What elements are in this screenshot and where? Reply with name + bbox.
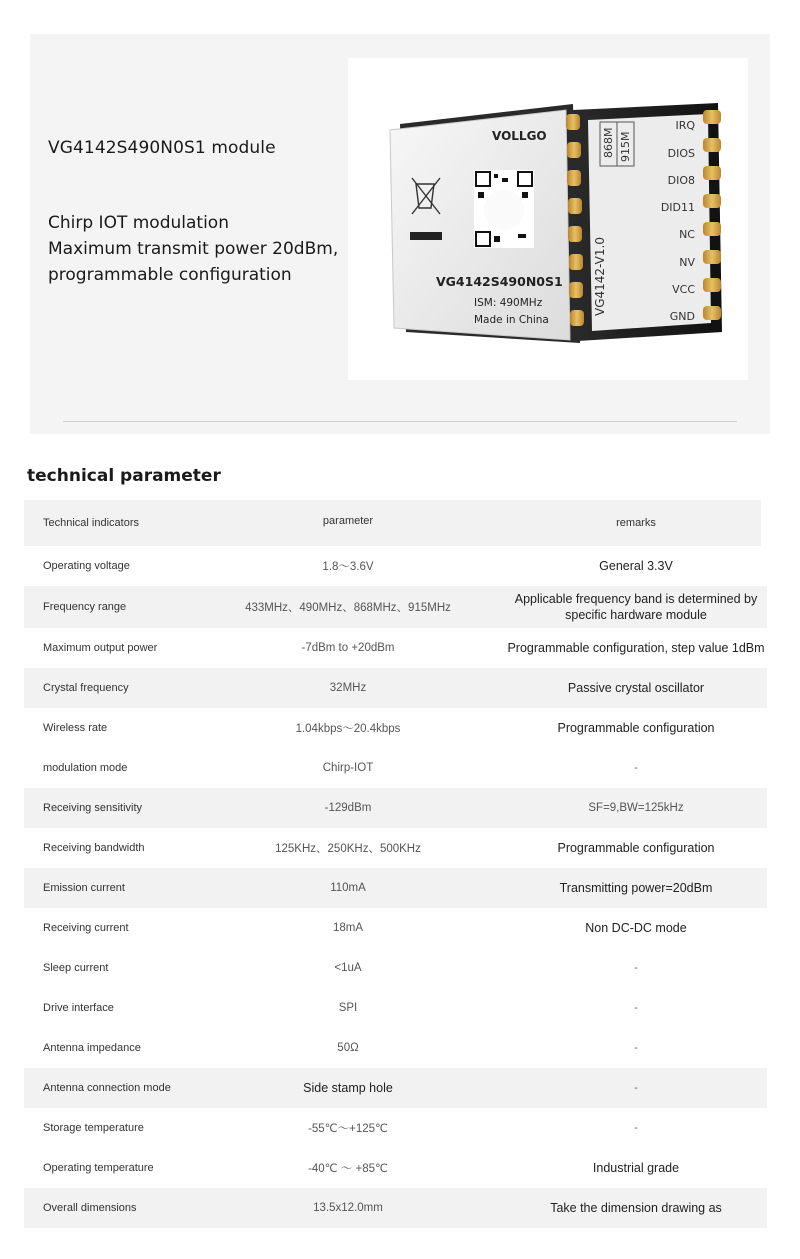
indicator-cell: Antenna impedance xyxy=(43,1042,141,1054)
remarks-cell: - xyxy=(634,962,638,974)
parameter-cell: SPI xyxy=(338,1002,358,1014)
table-row xyxy=(24,868,767,908)
remarks-cell: Take the dimension drawing as xyxy=(550,1201,722,1215)
origin-label: Made in China xyxy=(474,314,549,326)
pin-label: NV xyxy=(679,256,695,269)
module-photo xyxy=(348,58,748,380)
parameter-cell: Side stamp hole xyxy=(303,1081,393,1095)
table-row xyxy=(24,1188,767,1228)
table-row xyxy=(24,788,767,828)
technical-parameter-table xyxy=(24,500,767,1228)
header-cell: Technical indicators xyxy=(43,517,139,529)
remarks-cell: Programmable configuration, step value 1dBm xyxy=(507,641,765,655)
parameter-cell: 1.04kbps～20.4kbps xyxy=(295,723,401,735)
remarks-cell: - xyxy=(634,1042,638,1054)
table-row xyxy=(24,1148,767,1188)
remarks-cell: Programmable configuration xyxy=(557,721,715,735)
remarks-cell: Transmitting power=20dBm xyxy=(559,881,713,895)
parameter-cell: 1.8～3.6V xyxy=(322,561,374,573)
parameter-cell: 125KHz、250KHz、500KHz xyxy=(275,843,421,855)
ism-label: ISM: 490MHz xyxy=(474,297,543,309)
solid-bar xyxy=(410,232,442,240)
description-line: Maximum transmit power 20dBm, xyxy=(48,239,339,259)
brand-logo: VOLLGO xyxy=(492,129,547,143)
product-hero xyxy=(30,34,770,434)
parameter-cell: 50Ω xyxy=(337,1042,359,1054)
parameter-cell: 13.5x12.0mm xyxy=(313,1202,383,1214)
remarks-cell: Passive crystal oscillator xyxy=(567,681,705,695)
indicator-cell: Antenna connection mode xyxy=(43,1082,171,1094)
table-row xyxy=(24,708,767,748)
remarks-cell: Programmable configuration xyxy=(557,841,715,855)
indicator-cell: Receiving bandwidth xyxy=(43,842,145,854)
indicator-cell: Drive interface xyxy=(43,1002,114,1014)
pin-label: GND xyxy=(669,310,695,323)
table-row xyxy=(24,748,767,788)
indicator-cell: Storage temperature xyxy=(43,1122,144,1134)
indicator-cell: Operating temperature xyxy=(43,1162,154,1174)
section-title: technical parameter xyxy=(27,466,221,486)
parameter-cell: 32MHz xyxy=(329,682,367,694)
table-row xyxy=(24,628,767,668)
remarks-cell: - xyxy=(634,1002,638,1014)
indicator-cell: Operating voltage xyxy=(43,560,130,572)
remarks-cell: Industrial grade xyxy=(592,1161,680,1175)
indicator-cell: Crystal frequency xyxy=(43,682,129,694)
parameter-cell: 433MHz、490MHz、868MHz、915MHz xyxy=(245,602,451,614)
freq-label: 915M xyxy=(619,131,632,162)
header-cell: remarks xyxy=(616,517,656,529)
product-description xyxy=(48,210,368,288)
product-title: VG4142S490N0S1 module xyxy=(48,138,276,158)
header-cell: parameter xyxy=(322,515,374,527)
module-back-view xyxy=(573,103,722,341)
table-row xyxy=(24,988,767,1028)
qr-code-icon xyxy=(474,170,534,248)
indicator-cell: Emission current xyxy=(43,882,125,894)
module-front-view xyxy=(390,104,584,343)
table-row xyxy=(24,908,767,948)
remarks-cell: SF=9,BW=125kHz xyxy=(588,802,684,814)
description-line: Chirp IOT modulation xyxy=(48,213,229,233)
pin-label: DID11 xyxy=(660,201,695,214)
description-line: programmable configuration xyxy=(48,265,292,285)
indicator-cell: Wireless rate xyxy=(43,722,108,734)
table-row xyxy=(24,1028,767,1068)
pin-label: DIOS xyxy=(667,147,695,160)
parameter-cell: <1uA xyxy=(334,962,362,974)
hero-text xyxy=(48,138,368,288)
table-header-row xyxy=(24,500,761,546)
remarks-cell: General 3.3V xyxy=(599,559,673,573)
indicator-cell: Maximum output power xyxy=(43,642,158,654)
remarks-cell: - xyxy=(634,1122,638,1134)
indicator-cell: Receiving sensitivity xyxy=(43,802,143,814)
table-row xyxy=(24,668,767,708)
pin-label: VCC xyxy=(672,283,695,296)
freq-label: 868M xyxy=(602,127,615,158)
parameter-cell: 110mA xyxy=(330,882,366,894)
parameter-cell: -40℃ ～ +85℃ xyxy=(308,1163,388,1175)
parameter-cell: 18mA xyxy=(332,922,364,934)
indicator-cell: Receiving current xyxy=(43,922,129,934)
remarks-cell: - xyxy=(634,762,638,774)
remarks-cell: Applicable frequency band is determined by specific hardware module xyxy=(514,592,758,622)
table-row xyxy=(24,546,767,586)
remarks-cell: Non DC-DC mode xyxy=(585,921,687,935)
indicator-cell: modulation mode xyxy=(43,762,128,774)
table-row xyxy=(24,948,767,988)
module-illustration xyxy=(348,58,748,380)
table-row xyxy=(24,1108,767,1148)
board-version: VG4142-V1.0 xyxy=(593,237,607,316)
divider xyxy=(63,421,737,422)
parameter-cell: Chirp-IOT xyxy=(322,762,374,774)
indicator-cell: Sleep current xyxy=(43,962,109,974)
indicator-cell: Frequency range xyxy=(43,601,127,613)
parameter-cell: -55℃～+125℃ xyxy=(308,1123,388,1135)
table-row xyxy=(24,828,767,868)
pin-label: IRQ xyxy=(675,119,695,132)
parameter-cell: -7dBm to +20dBm xyxy=(301,642,395,654)
remarks-cell: - xyxy=(634,1082,638,1094)
pin-label: DIO8 xyxy=(667,174,695,187)
parameter-cell: -129dBm xyxy=(324,802,372,814)
part-number: VG4142S490N0S1 xyxy=(436,274,563,289)
table-row xyxy=(24,586,767,628)
table-row xyxy=(24,1068,767,1108)
pin-label: NC xyxy=(679,228,695,241)
indicator-cell: Overall dimensions xyxy=(43,1202,137,1214)
